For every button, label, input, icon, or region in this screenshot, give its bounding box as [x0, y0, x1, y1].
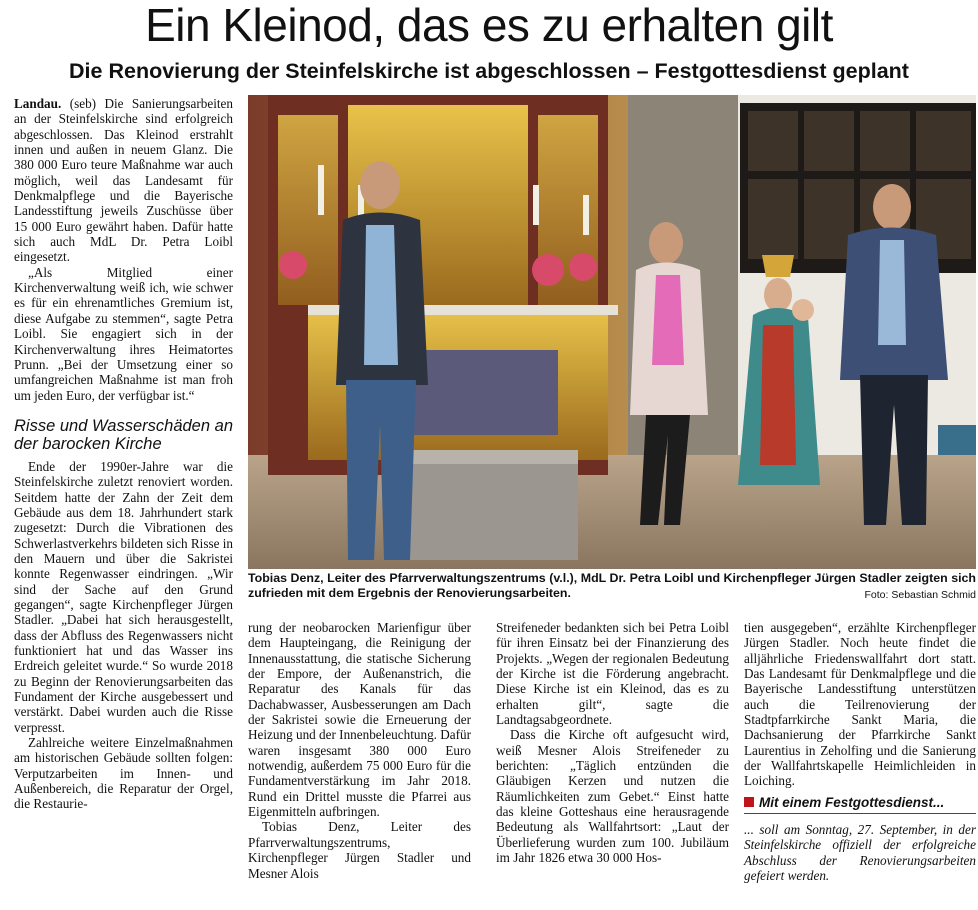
red-square-icon [744, 797, 754, 807]
info-box-text: ... soll am Sonntag, 27. September, in der Steinfelskirche offiziell der erfolgreiche Abschluss der Renovierungsarbeiten gefeiert werden. [744, 822, 976, 884]
paragraph: Streifeneder bedankten sich bei Petra Loibl für ihren Einsatz bei der Finanzierung des Projekts. „Wegen der regionalen Bedeutung der Kirche ist die Förderung angebracht. Diese Kirche ist ein Kleinod, das es zu erhalten gilt“, sagte die Landtagsabgeordnete. [496, 620, 729, 728]
article-photo [248, 95, 976, 569]
info-box-heading [744, 795, 976, 814]
column-1 [14, 96, 233, 812]
column-4 [744, 620, 976, 884]
paragraph: tien ausgegeben“, erzählte Kirchenpfleger Jürgen Stadler. Noch heute findet die alljährliche Friedenswallfahrt dort statt. Das Landesamt für Denkmalpflege und die Bayerische Landesstiftung unterstützen auch die Teilrenovierung der Stadtpfarrkirche Sankt Maria, die Dachsanierung der Pfarrkirche Sankt Laurentius in Zeholfing und die Sanierung der Wallfahrtskapelle Heimlichleiden in Loiching. [744, 620, 976, 789]
lead-text: (seb) Die Sanierungsarbeiten an der Steinfelskirche sind erfolgreich abgeschlossen. Das Kleinod erstrahlt innen und außen in neuem Glanz. Die 380 000 Euro teure Maßnahme war auch möglich, weil das Landesamt für Denkmalpflege und die Bayerische Landesstiftung jeweils Zuschüsse über 15 000 Euro gewährt haben. Dafür hatte sich auch MdL Dr. Petra Loibl eingesetzt. [14, 96, 233, 265]
caption-text: Tobias Denz, Leiter des Pfarrverwaltungszentrums (v.l.), MdL Dr. Petra Loibl und Kirchenpfleger Jürgen Stadler zeigten sich zufrieden mit dem Ergebnis der Renovierungsarbeiten. [248, 571, 976, 600]
subheadline: Die Renovierung der Steinfelskirche ist abgeschlossen – Festgottesdienst geplant [69, 59, 909, 83]
column-2 [248, 620, 471, 881]
paragraph: rung der neobarocken Marienfigur über dem Haupteingang, die Reinigung der Innenausstattung, die statische Sicherung der Empore, der Außenanstrich, die Reparatur des Kanals für das Dachabwasser, Ausbesserungen am Dach der Sakristei sowie die Erneuerung der Heizung und der Innenbeleuchtung. Dafür waren insgesamt 380 000 Euro notwendig, außerdem 75 000 Euro für die Fundamentverstärkung im Jahr 2018. Rund ein Drittel musste die Pfarrei aus Eigenmitteln aufbringen. [248, 620, 472, 820]
intertitle: Risse und Wasserschäden an der barocken Kirche [14, 416, 233, 453]
dateline: Landau. [14, 96, 62, 111]
column-3 [496, 620, 729, 866]
photo-caption [248, 571, 976, 603]
info-box-title: Mit einem Festgottesdienst... [759, 794, 945, 810]
paragraph: „Als Mitglied einer Kirchenverwaltung weiß ich, wie schwer es für ein ehrenamtliches Gremium ist, diese Aufgabe zu stemmen“, sagte Petra Loibl. Sie engagiert sich in der Kirchenverwaltung ihres Heimatortes Prunn. „Bei der Umsetzung einer so umfangreichen Maßnahme ist man froh um jeden Euro, der verfügbar ist.“ [14, 264, 233, 403]
paragraph: Dass die Kirche oft aufgesucht wird, weiß Mesner Alois Streifeneder zu berichten: „Täglich entzünden die Gläubigen Kerzen und nutzen die Räumlichkeiten zum Gebet.“ Einst hatte das kleine Gotteshaus eine herausragende Bedeutung als Wallfahrtsort: „Laut der Überlieferung wurden zum 100. Jubiläum im Jahr 1826 etwa 30 000 Hos- [496, 727, 729, 866]
paragraph: Tobias Denz, Leiter des Pfarrverwaltungszentrums, Kirchenpfleger Jürgen Stadler und Mesner Alois [248, 819, 471, 881]
photo-credit: Foto: Sebastian Schmid [864, 589, 976, 601]
lead-paragraph [14, 96, 233, 265]
paragraph: Ende der 1990er-Jahre war die Steinfelskirche zuletzt renoviert worden. Seitdem hatte der Zahn der Zeit dem Gebäude aus dem 18. Jahrhundert stark zugesetzt: Durch die Vibrationen des Schwerlastverkehrs bildeten sich Risse in den Mauern und über die Sakristei konnte Regenwasser eindringen. „Wir sind der Sache auf den Grund gegangen“, sagte Kirchenpfleger Jürgen Stadler. „Dabei hat sich herausgestellt, dass der Abfluss des Regenwassers nicht funktioniert hat und das Wasser ins Erdreich geleitet wurde.“ So wurde 2018 zu Beginn der Renovierungsarbeiten das Fundament der Kirche ausgebessert und verstärkt. Dabei wurden auch die Risse verpresst. [14, 458, 234, 735]
paragraph: Zahlreiche weitere Einzelmaßnahmen am historischen Gebäude sollten folgen: Verputzarbeiten im Innen- und Außenbereich, die Reparatur der Orgel, die Restaurie- [14, 735, 233, 812]
headline: Ein Kleinod, das es zu erhalten gilt [145, 0, 833, 51]
